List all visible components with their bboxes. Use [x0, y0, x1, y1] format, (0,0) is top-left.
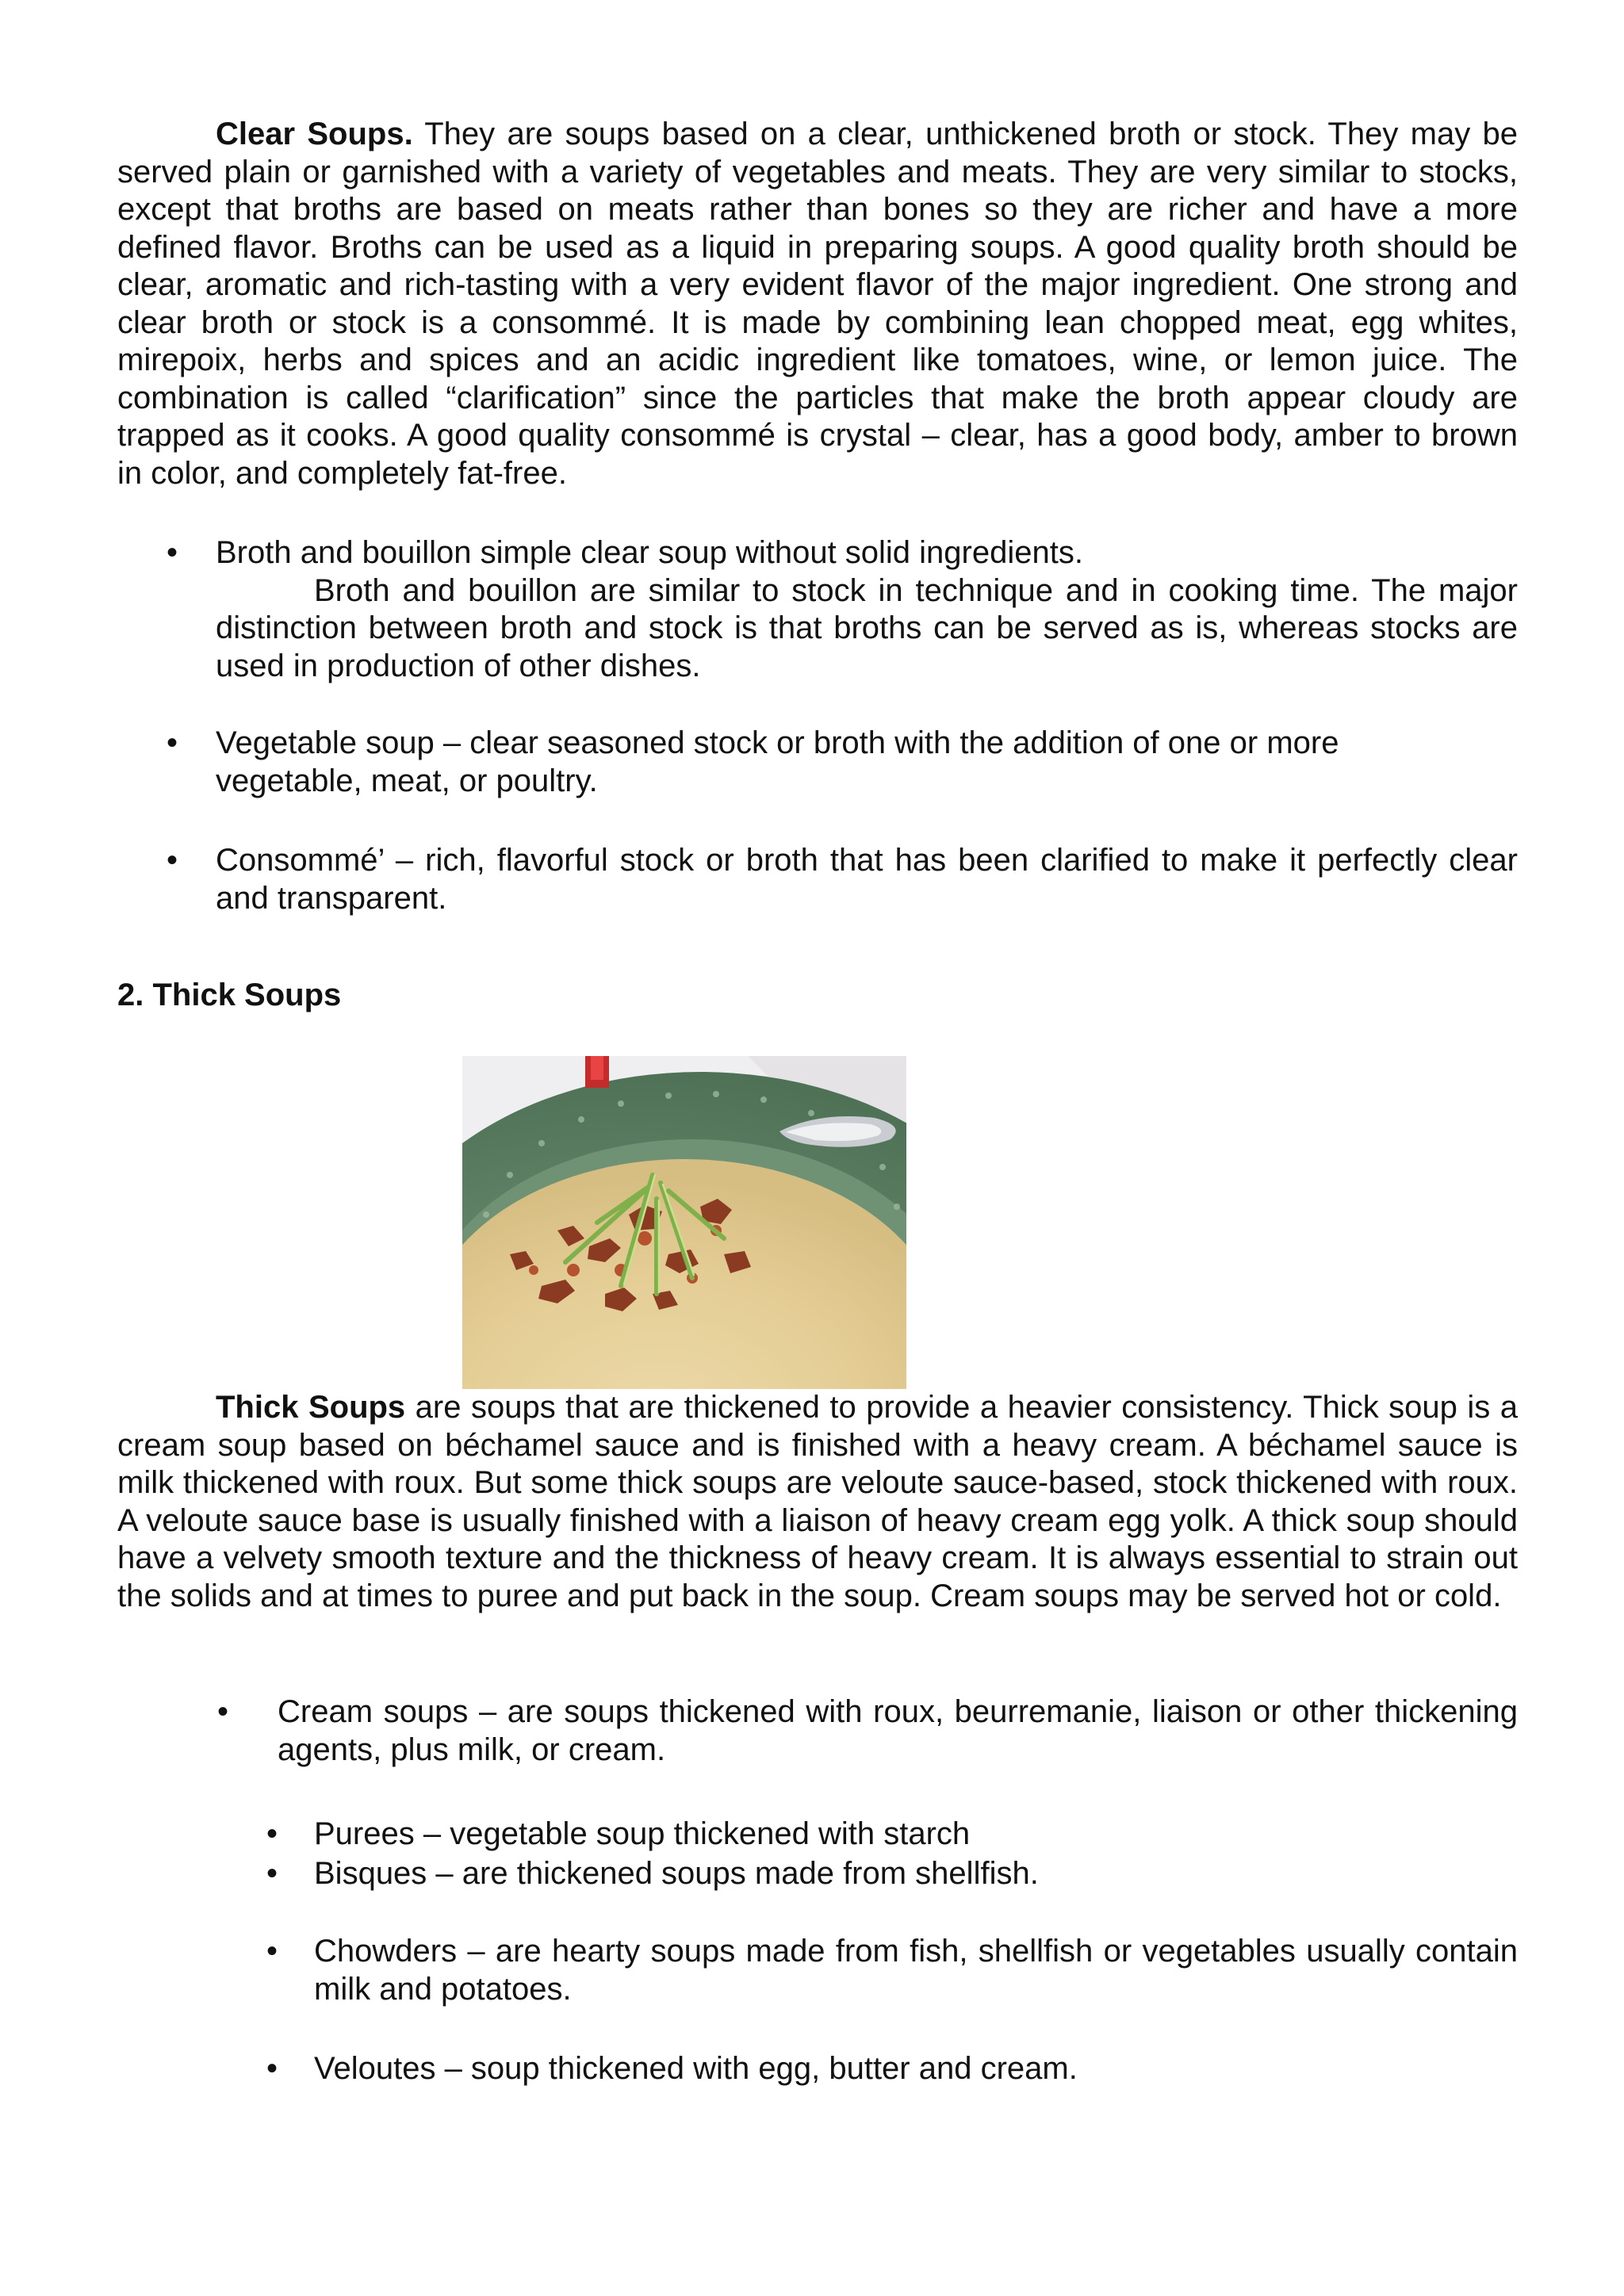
bullet-bisques: Bisques – are thickened soups made from shellfish. [314, 1856, 1039, 1891]
bullet-marker: • [266, 1934, 278, 1969]
bullet-broth-text: Broth and bouillon simple clear soup without solid ingredients. [216, 535, 1083, 570]
bullet-marker: • [167, 843, 178, 878]
bullet-broth-subtext: Broth and bouillon are similar to stock in technique and in cooking time. The major distinction between broth and stock is that broths can be served as is, whereas stocks are used in production of other dishes. [216, 572, 1518, 683]
bullet-marker: • [266, 1816, 278, 1851]
bullet-broth-bouillon [216, 534, 1518, 685]
bullet-cream-soups: Cream soups – are soups thickened with roux, beurremanie, liaison or other thickening agents, plus milk, or cream. [278, 1694, 1518, 1767]
bullet-marker: • [167, 535, 178, 570]
clear-soups-text: They are soups based on a clear, unthickened broth or stock. They may be served plain or garnished with a variety of vegetables and meats. They are very similar to stocks, except that broths are based on meats rather than bones so they are richer and have a more defined flavor. Broths can be used as a liquid in preparing soups. A good quality broth should be clear, aromatic and rich-tasting with a very evident flavor of the major ingredient. One strong and clear broth or stock is a consommé. It is made by combining lean chopped meat, egg whites, mirepoix, herbs and spices and an acidic ingredient like tomatoes, wine, or lemon juice. The combination is called “clarification” since the particles that make the broth appear cloudy are trapped as it cooks. A good quality consommé is crystal – clear, has a good body, amber to brown in color, and completely fat-free. [117, 117, 1518, 491]
bullet-marker: • [266, 2051, 278, 2086]
bullet-marker: • [167, 725, 178, 760]
bullet-chowders: Chowders – are hearty soups made from fish, shellfish or vegetables usually contain milk and potatoes. [314, 1934, 1518, 2007]
bullet-marker: • [266, 1856, 278, 1891]
thick-soups-paragraph [117, 1389, 1518, 1615]
bullet-marker: • [217, 1694, 229, 1729]
bullet-vegetable-soup: Vegetable soup – clear seasoned stock or broth with the addition of one or more vegetable, meat, or poultry. [216, 725, 1339, 798]
soup-bowl-image [462, 1056, 906, 1389]
thick-soup-photo [462, 1056, 906, 1389]
thick-soups-heading: 2. Thick Soups [117, 978, 342, 1012]
bullet-veloutes: Veloutes – soup thickened with egg, butter and cream. [314, 2051, 1078, 2086]
thick-soups-lead: Thick Soups [216, 1390, 406, 1425]
clear-soups-lead: Clear Soups. [216, 117, 413, 151]
bullet-consomme: Consommé’ – rich, flavorful stock or broth that has been clarified to make it perfectly clear and transparent. [216, 843, 1518, 916]
thick-soups-text: are soups that are thickened to provide a heavier consistency. Thick soup is a cream soup based on béchamel sauce and is finished with a heavy cream. A béchamel sauce is milk thickened with roux. But some thick soups are veloute sauce-based, stock thickened with roux. A veloute sauce base is usually finished with a liaison of heavy cream egg yolk. A thick soup should have a velvety smooth texture and the thickness of heavy cream. It is always essential to strain out the solids and at times to puree and put back in the soup. Cream soups may be served hot or cold. [117, 1390, 1519, 1613]
bullet-purees: Purees – vegetable soup thickened with starch [314, 1816, 971, 1851]
clear-soups-paragraph [117, 116, 1518, 492]
